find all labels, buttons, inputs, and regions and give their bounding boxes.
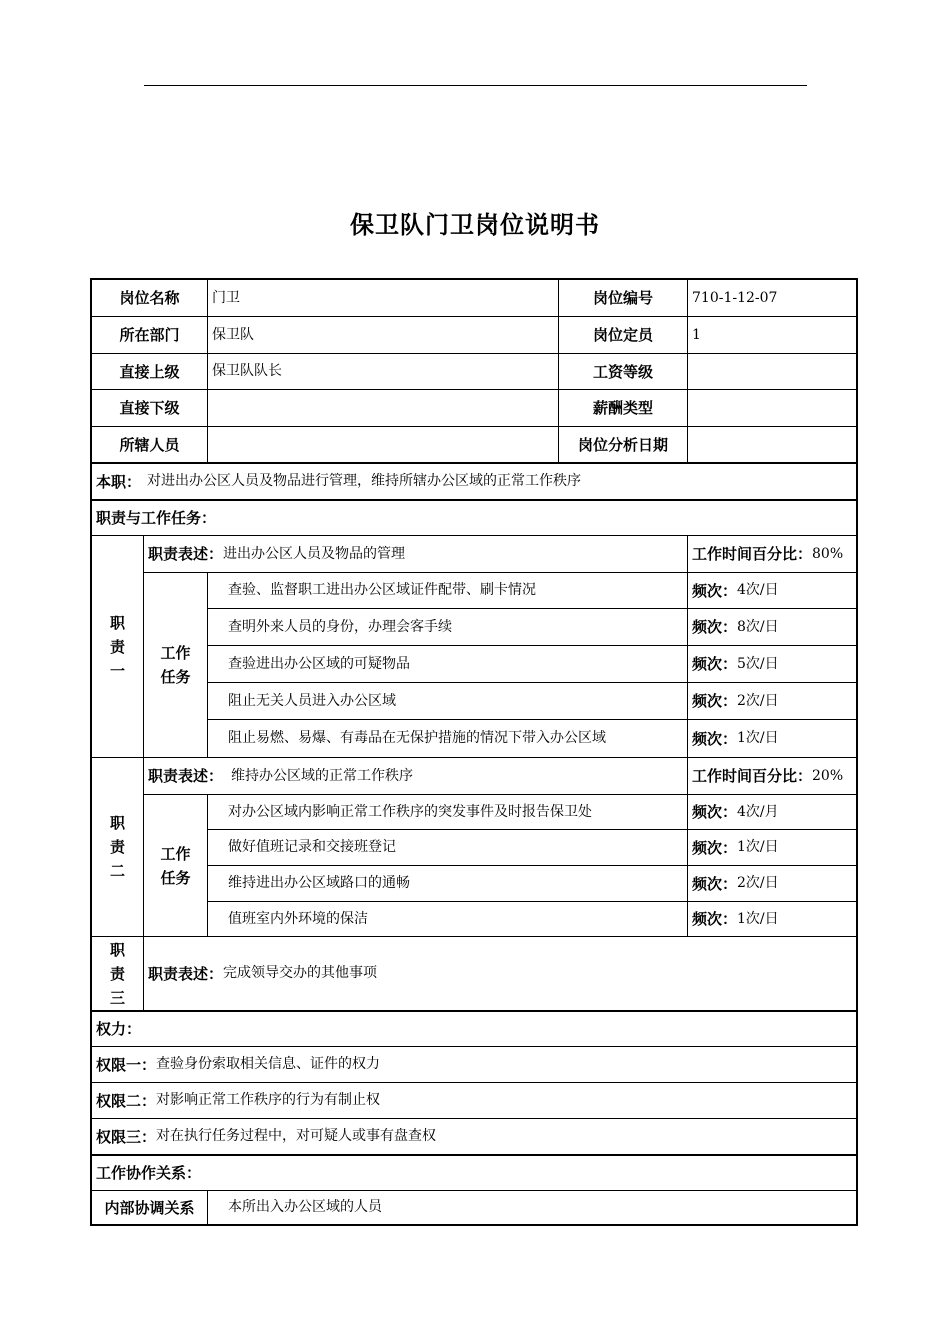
duty1-task-3-frequency: 频次： 5次/日 — [687, 645, 856, 682]
info-label-salary-grade: 工资等级 — [558, 353, 687, 389]
info-value-analysis-date — [687, 426, 856, 462]
info-value-salary-grade — [687, 353, 856, 389]
main-duty-row — [92, 462, 856, 499]
duty2-task-4: 值班室内外环境的保洁 — [207, 901, 687, 936]
info-label-department: 所在部门 — [92, 316, 207, 353]
duty1-task-1: 查验、监督职工进出办公区域证件配带、刷卡情况 — [207, 572, 687, 608]
duty1-task-4: 阻止无关人员进入办公区域 — [207, 682, 687, 719]
duty2-task-2: 做好值班记录和交接班登记 — [207, 829, 687, 865]
main-duty-label: 本职： — [96, 472, 142, 491]
duty1-task-3: 查验进出办公区域的可疑物品 — [207, 645, 687, 682]
info-label-position-name: 岗位名称 — [119, 289, 180, 307]
duty1-task-2: 查明外来人员的身份，办理会客手续 — [207, 608, 687, 645]
info-label-staff: 所辖人员 — [92, 426, 207, 462]
info-value-supervisor: 保卫队队长 — [207, 353, 558, 389]
duty2-description: 职责表述： 维持办公区域的正常工作秩序 — [143, 757, 687, 794]
duty2-task-1: 对办公区域内影响正常工作秩序的突发事件及时报告保卫处 — [207, 794, 687, 829]
duty1-time-percent: 工作时间百分比： 80% — [687, 535, 856, 572]
info-label-analysis-date: 岗位分析日期 — [558, 426, 687, 462]
duty1-task-1-frequency: 频次： 4次/日 — [687, 572, 856, 608]
info-label-position-code: 岗位编号 — [558, 280, 687, 316]
info-value-position-code: 710-1-12-07 — [687, 280, 856, 316]
duty2-task-1-frequency: 频次： 4次/月 — [687, 794, 856, 829]
power-item-2: 权限二： 对影响正常工作秩序的行为有制止权 — [92, 1082, 856, 1118]
duty2-task-3-frequency: 频次： 2次/日 — [687, 865, 856, 901]
info-value-headcount: 1 — [687, 316, 856, 353]
duties-header: 职责与工作任务： — [92, 499, 856, 535]
power-item-1: 权限一： 查验身份索取相关信息、证件的权力 — [92, 1046, 856, 1082]
main-duty-text: 对进出办公区人员及物品进行管理，维持所辖办公区域的正常工作秩序 — [147, 473, 582, 490]
info-label-headcount: 岗位定员 — [558, 316, 687, 353]
duty1-task-4-frequency: 频次： 2次/日 — [687, 682, 856, 719]
header-rule — [144, 85, 807, 86]
duty2-time-percent: 工作时间百分比： 20% — [687, 757, 856, 794]
relations-header: 工作协作关系： — [92, 1154, 856, 1190]
info-value-department: 保卫队 — [207, 316, 558, 353]
duty1-task-5-frequency: 频次： 1次/日 — [687, 719, 856, 757]
internal-relation-text: 本所出入办公区域的人员 — [207, 1190, 856, 1224]
power-header: 权力： — [92, 1010, 856, 1046]
duty2-label: 职 责 二 — [92, 757, 143, 936]
info-value-subordinate — [207, 389, 558, 426]
power-item-3: 权限三： 对在执行任务过程中，对可疑人或事有盘查权 — [92, 1118, 856, 1154]
info-value-staff — [207, 426, 558, 462]
duty3-description: 职责表述： 完成领导交办的其他事项 — [143, 936, 856, 1010]
info-value-position-name: 门卫 — [207, 280, 558, 316]
internal-relation-label: 内部协调关系 — [92, 1190, 207, 1224]
duty1-task-label: 工作 任务 — [143, 572, 207, 757]
duty2-task-2-frequency: 频次： 1次/日 — [687, 829, 856, 865]
duty3-label: 职 责 三 — [92, 936, 143, 1010]
info-label-subordinate: 直接下级 — [92, 389, 207, 426]
duty1-task-5: 阻止易燃、易爆、有毒品在无保护措施的情况下带入办公区域 — [207, 719, 687, 757]
job-description-table — [90, 278, 858, 1226]
duty1-task-2-frequency: 频次： 8次/日 — [687, 608, 856, 645]
duty2-task-3: 维持进出办公区域路口的通畅 — [207, 865, 687, 901]
duty2-task-4-frequency: 频次： 1次/日 — [687, 901, 856, 936]
duty1-label: 职 责 一 — [92, 535, 143, 757]
duty2-task-label: 工作 任务 — [143, 794, 207, 936]
document-title: 保卫队门卫岗位说明书 — [350, 211, 600, 239]
info-value-pay-type — [687, 389, 856, 426]
duty1-description: 职责表述： 进出办公区人员及物品的管理 — [143, 535, 687, 572]
info-label-supervisor: 直接上级 — [92, 353, 207, 389]
info-label-pay-type: 薪酬类型 — [558, 389, 687, 426]
